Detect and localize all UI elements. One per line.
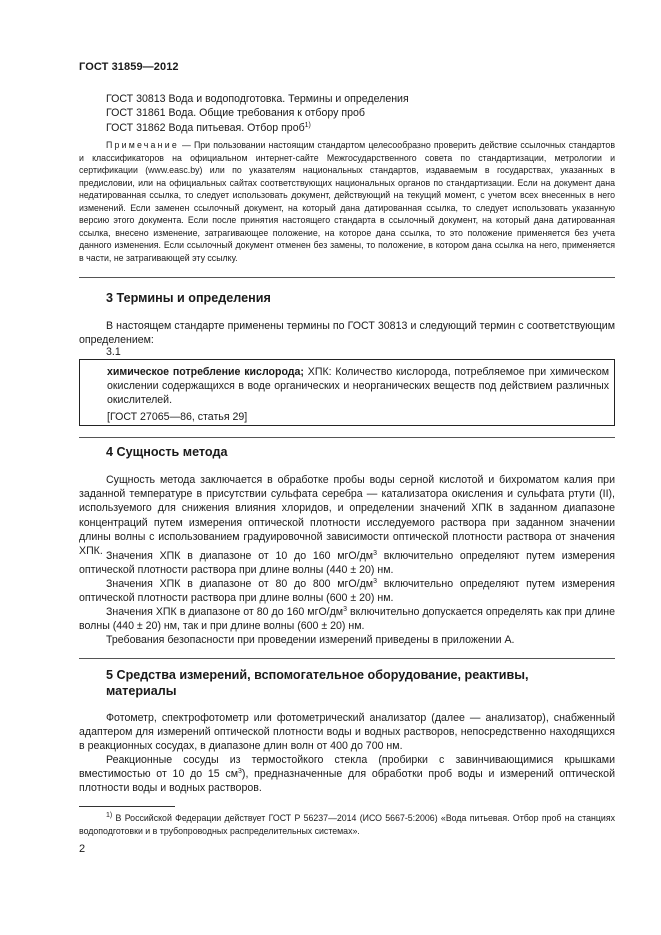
heading-line: материалы [106, 684, 177, 698]
reference-item: ГОСТ 30813 Вода и водоподготовка. Термины и определения [106, 93, 409, 105]
superscript: 3 [373, 578, 377, 585]
section-4-heading: 4 Сущность метода [106, 445, 228, 459]
footnote-separator [79, 806, 175, 807]
document-header: ГОСТ 31859—2012 [79, 61, 179, 73]
section-4-paragraph-2 [79, 549, 615, 577]
section-4-paragraph-4 [79, 605, 615, 633]
paragraph-text: включительно определяют путем измерения оптической плотности раствора при длине волны (440 ± 20) нм. [79, 550, 616, 577]
heading-line: 5 Средства измерений, вспомогательное оборудование, реактивы, [106, 668, 529, 682]
section-3-heading: 3 Термины и определения [106, 291, 271, 305]
section-divider [79, 437, 615, 438]
term-name: химическое потребление кислорода; [107, 366, 304, 378]
note-text: — При пользовании настоящим стандартом целесообразно проверить действие ссылочных стандартов и классификаторов на официальном интернет-сайте Межгосударственного совета по стандартизации, метрологии и сертификации (www.easc.by) или по указателям национальных стандартов, издаваемым в государствах, указанных в предисловии, или на официальных сайтах соответствующих национальных органов по стандартизации. Если на документ дана недатированная ссылка, то следует использовать документ, действующий на текущий момент, с учетом всех внесенных в него изменений. Если заменен ссылочный документ, на который дана датированная ссылка, то следует использовать указанную версию этого документа. Если после принятия настоящего стандарта в ссылочный документ, на который дана датированная ссылка, внесено изменение, затрагивающее положение, на которое дана ссылка, то это положение применяется без учета данного изменения. Если ссылочный документ отменен без замены, то положение, в котором дана ссылка на него, применяется в части, не затрагивающей эту ссылку. [79, 140, 615, 263]
footnote-marker: 1) [304, 121, 311, 129]
references-note [79, 139, 615, 264]
paragraph-text: Реакционные сосуды из термостойкого стекла (пробирки с завинчивающимися крышками вместимостью от 10 до 15 см [79, 754, 615, 781]
normative-references [106, 92, 409, 135]
paragraph-text: ), предназначенные для обработки проб воды и измерений оптической плотности воды и водных растворов. [79, 768, 615, 795]
term-definition [107, 365, 609, 408]
paragraph-text: Значения ХПК в диапазоне от 80 до 160 мгО/дм [106, 606, 344, 618]
paragraph-text: Значения ХПК в диапазоне от 80 до 800 мгО/дм [106, 578, 374, 590]
footnote-text: В Российской Федерации действует ГОСТ Р 56237—2014 (ИСО 5667-5:2006) «Вода питьевая. Отбор проб на станциях водоподготовки и в трубопроводных распределительных системах». [79, 813, 615, 836]
note-label: Примечание [106, 140, 179, 150]
section-5-paragraph-2 [79, 753, 615, 796]
page-number: 2 [79, 843, 86, 855]
section-3-intro: В настоящем стандарте применены термины по ГОСТ 30813 и следующий термин с соответствующим определением: [79, 320, 615, 347]
section-divider [79, 658, 615, 659]
paragraph-text: включительно определяют путем измерения оптической плотности раствора при длине волны (600 ± 20) нм. [79, 578, 616, 605]
term-number: 3.1 [106, 346, 121, 358]
superscript: 3 [343, 606, 348, 613]
paragraph-text: Значения ХПК в диапазоне от 10 до 160 мгО/дм [106, 550, 374, 562]
superscript: 3 [373, 550, 377, 557]
superscript: 3 [238, 768, 242, 776]
reference-item [106, 121, 409, 135]
reference-text: ГОСТ 31862 Вода питьевая. Отбор проб [106, 121, 305, 134]
section-5-heading [106, 667, 528, 699]
section-4-paragraph-1: Сущность метода заключается в обработке пробы воды серной кислотой и бихроматом калия при заданной температуре в присутствии сульфата серебра — катализатора окисления и сульфата ртути (II), используемого для снижения влияния хлоридов, и определении значений ХПК в заданном диапазоне концентраций путем измерения оптической плотности исследуемого раствора при заданном значении длины волны с использованием градуировочной зависимости оптической плотности раствора от значения ХПК. [79, 474, 615, 558]
term-source: [ГОСТ 27065—86, статья 29] [107, 410, 248, 423]
term-definition-box [79, 359, 615, 426]
paragraph-text: включительно допускается определять как при длине волны (440 ± 20) нм, так и при длине волны (600 ± 20) нм. [79, 606, 616, 633]
section-divider [79, 277, 615, 278]
reference-item: ГОСТ 31861 Вода. Общие требования к отбору проб [106, 107, 365, 120]
footnote [79, 812, 615, 837]
term-definition-text: ХПК: Количество кислорода, потребляемое при химическом окислении содержащихся в воде органических и неорганических веществ под действием различных окислителей. [107, 366, 609, 407]
footnote-marker: 1) [106, 812, 113, 819]
section-4-paragraph-5: Требования безопасности при проведении измерений приведены в приложении А. [106, 634, 515, 646]
section-4-paragraph-3 [79, 577, 615, 605]
section-5-paragraph-1: Фотометр, спектрофотометр или фотометрический анализатор (далее — анализатор), снабженный адаптером для измерений оптической плотности воды и водных растворов, непосредственно находящихся в реакционных сосудах, в диапазоне длин волн от 400 до 700 нм. [79, 712, 615, 753]
